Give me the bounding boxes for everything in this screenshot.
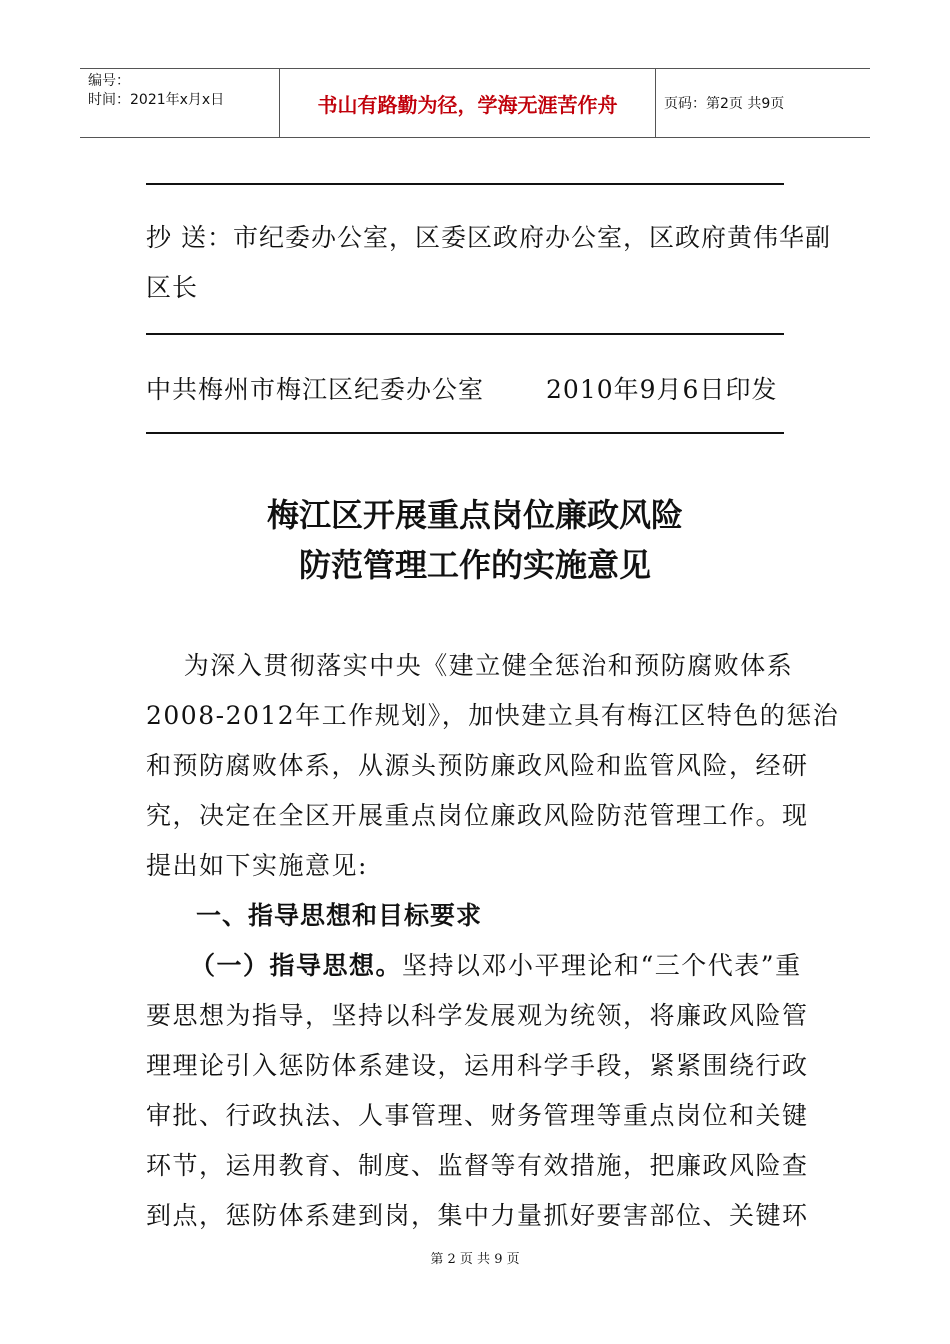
body-line: 和预防腐败体系，从源头预防廉政风险和监管风险，经研 (146, 751, 809, 780)
body-line: 要思想为指导，坚持以科学发展观为统领，将廉政风险管 (146, 1001, 809, 1030)
header-page: 页码：第2页 共9页 (664, 96, 785, 112)
body-line: 理理论引入惩防体系建设，运用科学手段，紧紧围绕行政 (146, 1051, 809, 1080)
body-line: 为深入贯彻落实中央《建立健全惩治和预防腐败体系 (146, 651, 794, 680)
body-line: 究，决定在全区开展重点岗位廉政风险防范管理工作。现 (146, 801, 809, 830)
section-heading: 一、指导思想和目标要求 (196, 901, 483, 930)
document-title-line-1: 梅江区开展重点岗位廉政风险 (266, 496, 683, 534)
body-line: 审批、行政执法、人事管理、财务管理等重点岗位和关键 (146, 1101, 809, 1130)
header-meta (80, 69, 280, 137)
subsection-heading: （一）指导思想。 (190, 951, 403, 980)
body-line: 提出如下实施意见: (146, 851, 368, 880)
issuer-line (146, 370, 777, 406)
header-date: 时间：2021年x月x日 (88, 92, 225, 108)
header-motto: 书山有路勤为径，学海无涯苦作舟 (280, 69, 656, 137)
document-header (80, 68, 870, 138)
header-number: 编号： (88, 73, 130, 89)
subsection-first-line (190, 946, 802, 982)
page-footer: 第 2 页 共 9 页 (430, 1252, 520, 1267)
body-line: 到点，惩防体系建到岗，集中力量抓好要害部位、关键环 (146, 1201, 809, 1230)
cc-line-2: 区长 (146, 273, 199, 302)
body-line: 2008-2012年工作规划》，加快建立具有梅江区特色的惩治 (146, 701, 840, 730)
divider-middle (146, 333, 784, 335)
issuer-org: 中共梅州市梅江区纪委办公室 (146, 375, 485, 404)
divider-top (146, 183, 784, 185)
subsection-text: 坚持以邓小平理论和“三个代表”重 (402, 951, 802, 980)
divider-bottom (146, 432, 784, 434)
body-line: 环节，运用教育、制度、监督等有效措施，把廉政风险查 (146, 1151, 809, 1180)
document-title-line-2: 防范管理工作的实施意见 (298, 546, 651, 584)
cc-line-1: 抄 送：市纪委办公室，区委区政府办公室，区政府黄伟华副 (146, 223, 831, 252)
issuer-date: 2010年9月6日印发 (546, 375, 778, 404)
